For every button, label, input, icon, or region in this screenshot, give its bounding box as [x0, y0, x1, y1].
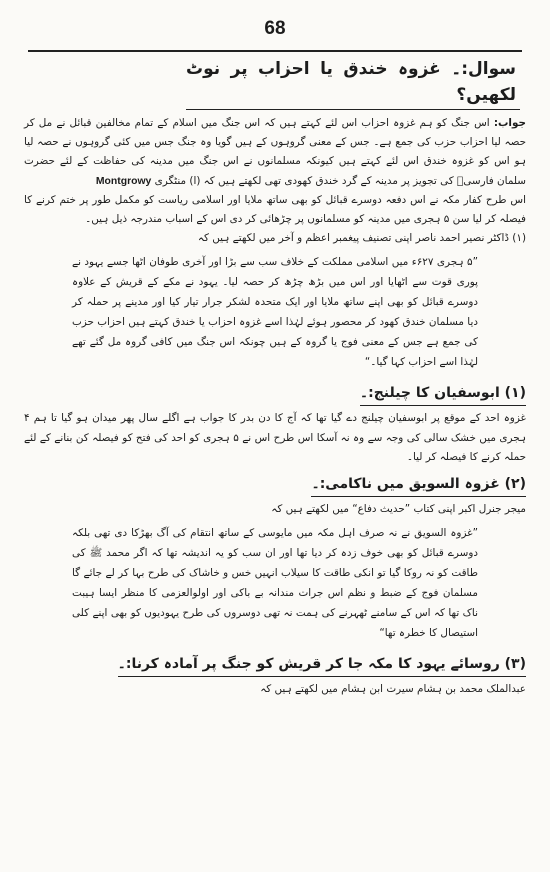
quote-block-2: ”غزوہ السویق نے نہ صرف اہل مکہ میں مایوسی کے ساتھ انتقام کی آگ بھڑکا دی تھی بلکہ دوسرے قبائل کو بھی خوف زدہ کر دیا تھا اور ان سب کو یہ اندیشہ تھا کہ اگر محمد ﷺ کی طاقت کو نہ روکا گیا تو انکی طاقت کا سیلاب انہیں خس و خاشاک کی طرح بہا کر لے جائے گا مسلمان فوج کے ضبط و نظم اس جرات مندانہ بے باکی اور اولوالعزمی کا منظر ایسا ہیبت ناک تھا کہ اس کے سامنے ٹھہرنے کی ہمت نہ تھی دوسروں کی طرح یہودیوں کو بھی اپنے کلی استیصال کا خطرہ تھا“	[72, 527, 478, 640]
answer-paragraph-1	[24, 114, 526, 191]
answer-paragraph-3: (۱) ڈاکٹر نصیر احمد ناصر اپنی تصنیف پیغمبر اعظم و آخر میں لکھتے ہیں کہ	[197, 232, 526, 245]
top-rule	[28, 50, 522, 52]
section-heading-3: (۳) روسائے یہود کا مکہ جا کر قریش کو جنگ پر آمادہ کرنا:۔	[118, 653, 526, 677]
section-2-intro: میجر جنرل اکبر اپنی کتاب ”حدیث دفاع“ میں لکھتے ہیں کہ	[271, 503, 526, 516]
section-3-intro: عبدالملک محمد بن ہشام سیرت ابن ہشام میں لکھتے ہیں کہ	[260, 683, 526, 696]
question-heading: سوال:۔ غزوہ خندق یا احزاب پر نوٹ لکھیں؟	[186, 56, 520, 110]
answer-label: جواب:	[493, 117, 526, 129]
page-number: 68	[264, 18, 286, 39]
quote-block-1: ”۵ ہجری ۶۲۷ء میں اسلامی مملکت کے خلاف سب سے بڑا اور آخری طوفان اٹھا جسے یہود نے پوری قوت سے اٹھایا اور اس میں بڑھ چڑھ کر حصہ لیا۔ یہود نے مکے کے قریش کے علاوہ دوسرے قبائل کو بھی اپنے ساتھ ملایا اور ایک متحدہ لشکر جرار تیار کیا اور مدینے پر حملہ کر دیا مسلمان خندق کھود کر محصور ہوئے لہٰذا اسے غزوہ احزاب یا خندق کہتے ہیں احزاب حزب کی جمع ہے جس کے معنی فوج یا گروہ کے ہیں چونکہ اس جنگ میں کافی گروہ مل گئے تھے لہٰذا اسے احزاب کہا گیا۔“	[72, 256, 478, 369]
section-heading-2: (۲) غزوہ السویق میں ناکامی:۔	[311, 473, 526, 497]
latin-name: Montgrowy	[95, 175, 152, 187]
answer-paragraph-2: اس طرح کفار مکہ نے اس دفعہ دوسرے قبائل کو بھی ساتھ ملایا اور اسلامی ریاست کو مکمل طور پر ختم کرنے کا فیصلہ کر لیا سن ۵ ہجری میں مدینہ کو مسلمانوں پر چڑھائی کر دی اس کے اسباب مندرجہ ذیل ہیں۔	[24, 193, 526, 226]
section-heading-1: (۱) ابوسفیان کا چیلنج:۔	[360, 382, 526, 406]
section-1-text: غزوہ احد کے موقع پر ابوسفیان چیلنج دے گیا تھا کہ آج کا دن بدر کا جواب ہے اگلے سال پھر میدان ہو گیا تا ہم ۴ ہجری میں خشک سالی کی وجہ سے وہ نہ آسکا اس طرح اس نے ۵ ہجری کو احد کی فتح کو فیصلہ کن بنانے کے لئے حملہ کرنے کا فیصلہ کر لیا۔	[24, 412, 526, 463]
answer-text-1: اس جنگ کو ہم غزوہ احزاب اس لئے کہتے ہیں کہ اس جنگ میں اسلام کے تمام مخالفین قبائل نے مل کر حصہ لیا احزاب حزب کی جمع ہے۔ جس کے معنی گروہوں کے ہیں گویا وہ جنگ جس میں کئی گروہوں نے حصہ لیا ہو اس کو غزوہ خندق اس لئے کہتے ہیں کیونکہ مسلمانوں نے اس جنگ میں مدینہ کی حفاظت کے لئے حضرت سلمان فارسیؓ کی تجویز پر مدینہ کے گرد خندق کھودی تھی لکھتے ہیں کہ (ا) منٹگری	[24, 117, 526, 187]
page-content	[24, 56, 526, 699]
